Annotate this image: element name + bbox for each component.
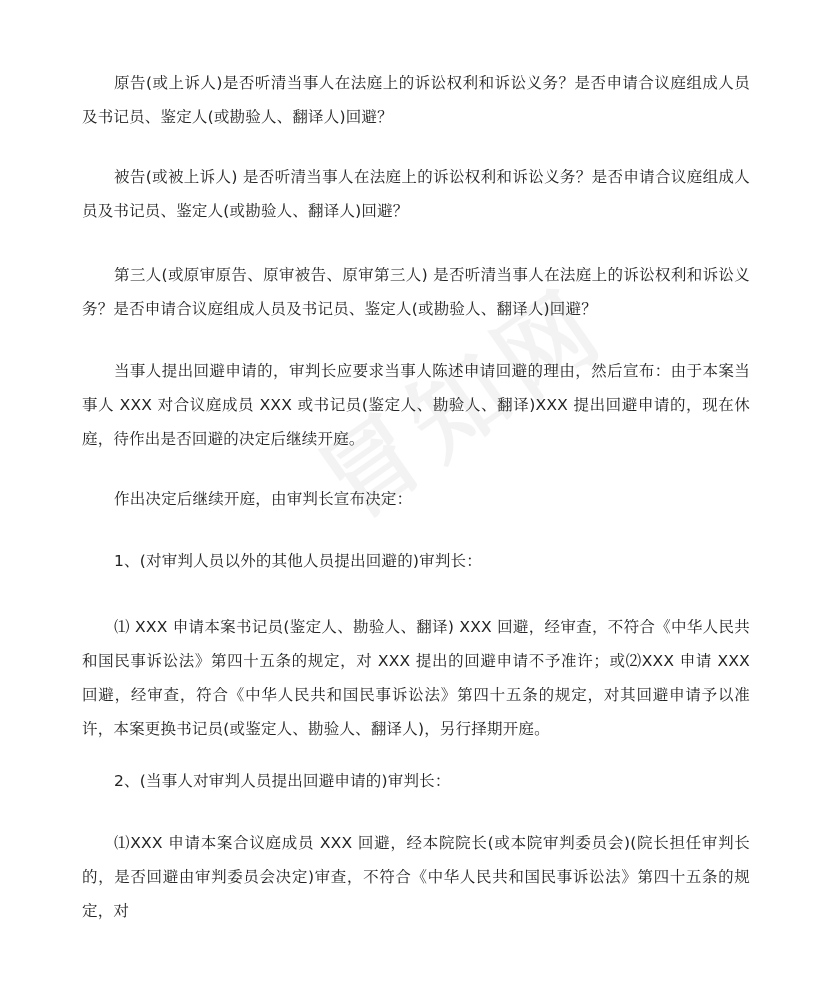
paragraph-third-party: 第三人(或原审原告、原审被告、原审第三人) 是否听清当事人在法庭上的诉讼权利和诉讼义务？是否申请合议庭组成人员及书记员、鉴定人(或勘验人、翻译人)回避？: [82, 266, 750, 318]
paragraph-decision-intro: 作出决定后继续开庭，由审判长宣布决定：: [114, 490, 413, 508]
paragraph-section-2-body: ⑴XXX 申请本案合议庭成员 XXX 回避，经本院院长(或本院审判委员会)(院长担任审判长的，是否回避由审判委员会决定)审查，不符合《中华人民共和国民事诉讼法》第四十五条的规定，对: [82, 834, 750, 920]
heading-section-1: 1、(对审判人员以外的其他人员提出回避的)审判长：: [114, 552, 482, 570]
heading-section-2: 2、(当事人对审判人员提出回避申请的)审判长：: [114, 772, 451, 790]
paragraph-recusal-application: 当事人提出回避申请的，审判长应要求当事人陈述申请回避的理由，然后宣布：由于本案当事人 XXX 对合议庭成员 XXX 或书记员(鉴定人、勘验人、翻译)XXX 提出回避申请的，现在休庭，待作出是否回避的决定后继续开庭。: [82, 362, 750, 448]
paragraph-defendant: 被告(或被上诉人) 是否听清当事人在法庭上的诉讼权利和诉讼义务？是否申请合议庭组成人员及书记员、鉴定人(或勘验人、翻译人)回避？: [82, 168, 750, 220]
paragraph-section-1-body: ⑴ XXX 申请本案书记员(鉴定人、勘验人、翻译) XXX 回避，经审查，不符合《中华人民共和国民事诉讼法》第四十五条的规定，对 XXX 提出的回避申请不予准许；或⑵XXX 申请 XXX 回避，经审查，符合《中华人民共和国民事诉讼法》第四十五条的规定，对其回避申请予以准许，本案更换书记员(或鉴定人、勘验人、翻译人)，另行择期开庭。: [82, 618, 750, 738]
paragraph-plaintiff: 原告(或上诉人)是否听清当事人在法庭上的诉讼权利和诉讼义务？是否申请合议庭组成人员及书记员、鉴定人(或勘验人、翻译人)回避？: [82, 74, 750, 126]
